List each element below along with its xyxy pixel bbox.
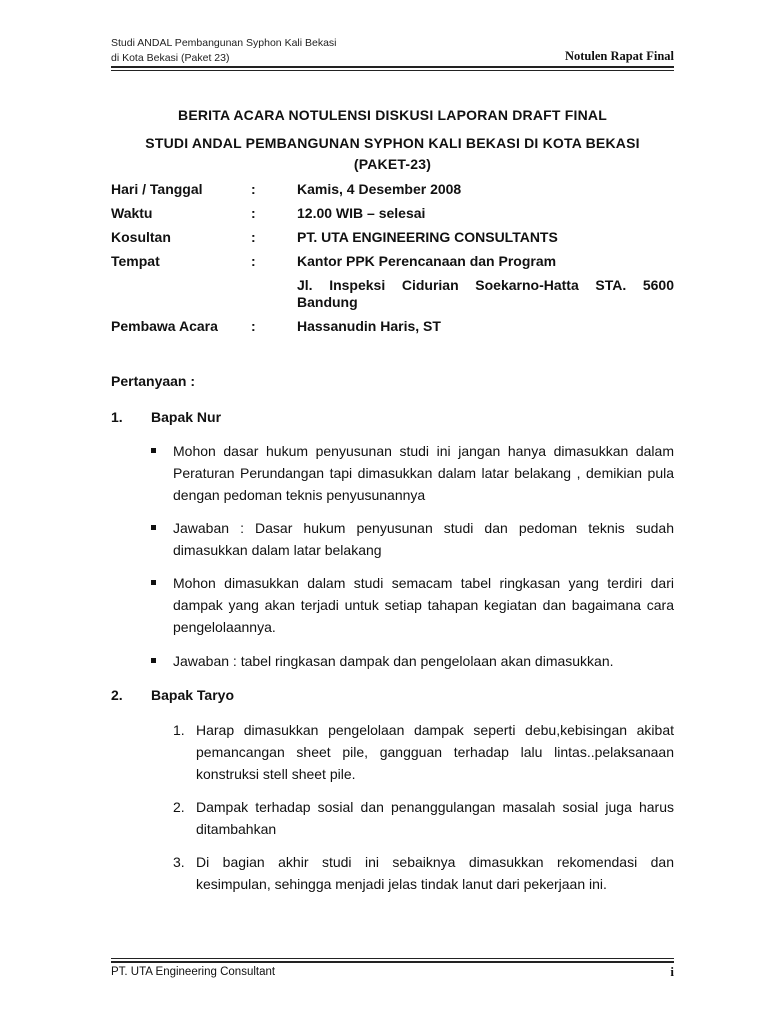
info-label: Hari / Tanggal <box>111 181 203 197</box>
info-value: Kamis, 4 Desember 2008 <box>297 181 462 197</box>
list-item <box>151 440 674 506</box>
info-colon: : <box>251 229 256 245</box>
bullet-square-icon <box>151 580 156 585</box>
header-project-line2: di Kota Bekasi (Paket 23) <box>111 52 230 64</box>
info-colon: : <box>251 253 256 269</box>
bullet-square-icon <box>151 525 156 530</box>
numbered-item <box>173 851 674 895</box>
footer-rule-thick <box>111 961 674 963</box>
list-item <box>151 572 674 638</box>
footer-rule-thin <box>111 958 674 959</box>
bullet-text: Mohon dimasukkan dalam studi semacam tabel ringkasan yang terdiri dari dampak yang akan terjadi untuk setiap tahapan kegiatan dan bagaimana cara pengelolaannya. <box>173 575 674 635</box>
info-value: PT. UTA ENGINEERING CONSULTANTS <box>297 229 558 245</box>
document-title-line1: BERITA ACARA NOTULENSI DISKUSI LAPORAN DRAFT FINAL <box>178 107 607 123</box>
info-label: Waktu <box>111 205 153 221</box>
info-label: Tempat <box>111 253 160 269</box>
info-label: Pembawa Acara <box>111 318 218 334</box>
section-name: Bapak Nur <box>151 409 222 425</box>
info-colon: : <box>251 318 256 334</box>
list-item <box>151 517 674 561</box>
info-colon: : <box>251 181 256 197</box>
numbered-item <box>173 796 674 840</box>
footer-company: PT. UTA Engineering Consultant <box>111 966 276 978</box>
list-item <box>151 650 674 672</box>
info-label: Kosultan <box>111 229 171 245</box>
item-number: 1. <box>173 722 185 738</box>
item-text: Di bagian akhir studi ini sebaiknya dimasukkan rekomendasi dan kesimpulan, sehingga menjadi jelas tindak lanut dari pekerjaan ini. <box>196 854 674 892</box>
info-colon: : <box>251 205 256 221</box>
questions-heading: Pertanyaan : <box>111 373 196 389</box>
document-title-line3: (PAKET-23) <box>353 156 432 172</box>
item-text: Harap dimasukkan pengelolaan dampak seperti debu,kebisingan akibat pemancangan sheet pile, gangguan terhadap lalu lintas..pelaksanaan konstruksi stell sheet pile. <box>196 722 674 782</box>
item-number: 3. <box>173 854 185 870</box>
numbered-item <box>173 719 674 785</box>
info-value: 12.00 WIB – selesai <box>297 205 426 221</box>
item-number: 2. <box>173 799 185 815</box>
info-value: Jl. Inspeksi Cidurian Soekarno-Hatta STA. 5600 Bandung <box>297 277 674 310</box>
header-right-title: Notulen Rapat Final <box>564 49 674 63</box>
bullet-square-icon <box>151 448 156 453</box>
bullet-square-icon <box>151 658 156 663</box>
section-name: Bapak Taryo <box>151 687 234 703</box>
info-value: Hassanudin Haris, ST <box>297 318 441 334</box>
section-number: 2. <box>111 687 123 703</box>
info-value: Kantor PPK Perencanaan dan Program <box>297 253 557 269</box>
page-number: i <box>670 964 674 979</box>
header-rule-thick <box>111 66 674 68</box>
document-title-line2: STUDI ANDAL PEMBANGUNAN SYPHON KALI BEKASI DI KOTA BEKASI <box>145 135 640 151</box>
bullet-text: Mohon dasar hukum penyusunan studi ini jangan hanya dimasukkan dalam Peraturan Perundangan tapi dimasukkan dalam latar belakang , demikian pula dengan pedoman teknis penyusunannya <box>173 443 674 503</box>
header-rule-thin <box>111 70 674 71</box>
section-number: 1. <box>111 409 123 425</box>
bullet-text: Jawaban : Dasar hukum penyusunan studi dan pedoman teknis sudah dimasukkan dalam latar belakang <box>173 520 674 558</box>
header-left <box>111 36 337 66</box>
item-text: Dampak terhadap sosial dan penanggulangan masalah sosial juga harus ditambahkan <box>196 799 674 837</box>
header-project-line1: Studi ANDAL Pembangunan Syphon Kali Bekasi <box>111 37 337 49</box>
bullet-text: Jawaban : tabel ringkasan dampak dan pengelolaan akan dimasukkan. <box>173 653 614 669</box>
